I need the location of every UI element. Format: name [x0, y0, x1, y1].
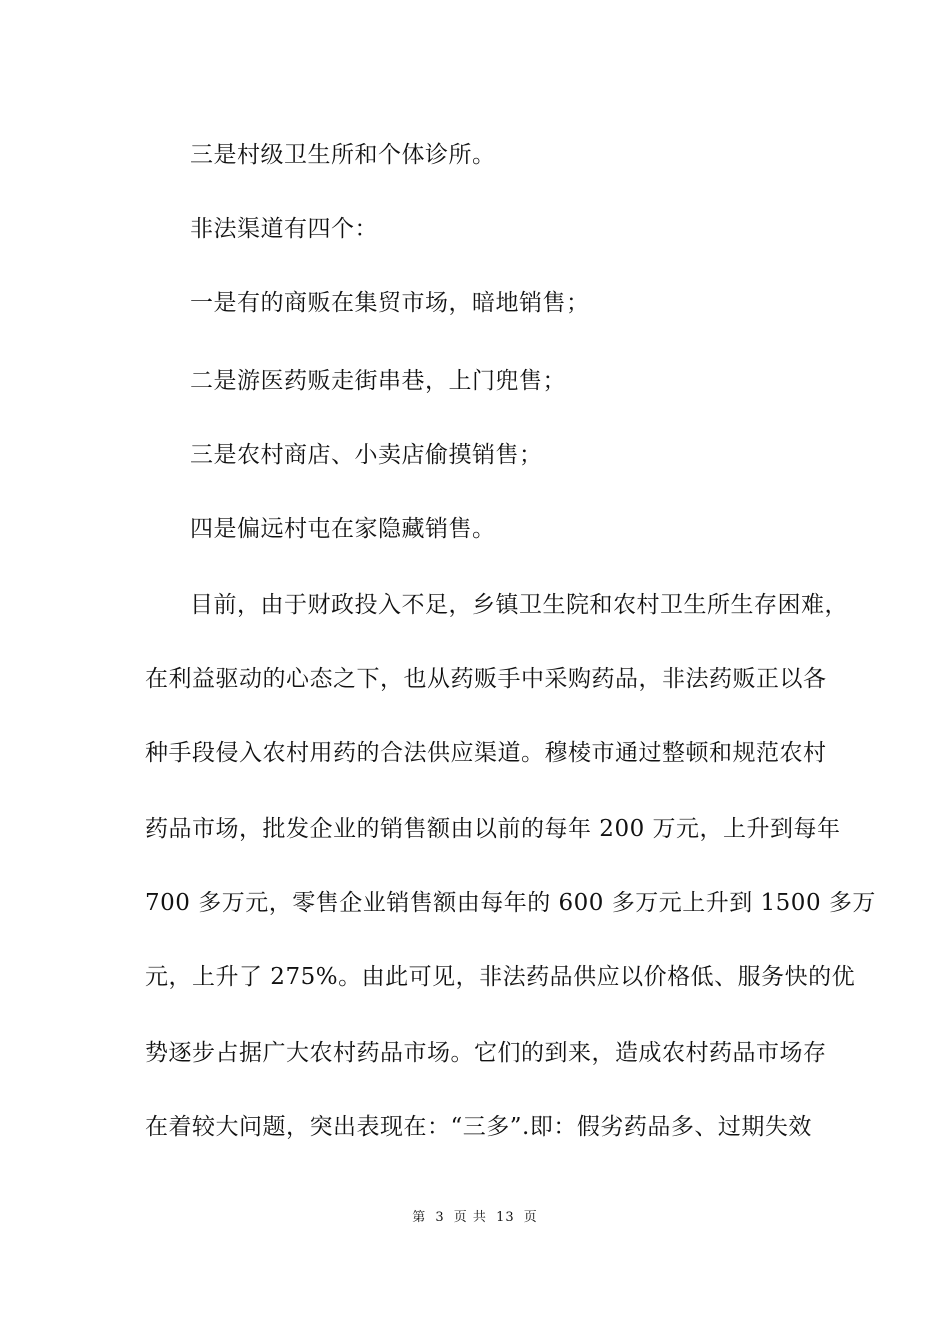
text-line: 药品市场，批发企业的销售额由以前的每年 200 万元，上升到每年	[145, 816, 841, 842]
text-line: 四是偏远村屯在家隐藏销售。	[190, 516, 496, 542]
text-line: 三是村级卫生所和个体诊所。	[190, 142, 496, 168]
text-line: 在着较大问题，突出表现在：“三多”.即：假劣药品多、过期失效	[145, 1114, 812, 1140]
text-line: 700 多万元，零售企业销售额由每年的 600 多万元上升到 1500 多万	[145, 890, 876, 916]
text-line: 元，上升了 275%。由此可见，非法药品供应以价格低、服务快的优	[145, 964, 856, 990]
page-footer	[0, 1208, 950, 1228]
text-line: 目前，由于财政投入不足，乡镇卫生院和农村卫生所生存困难，	[190, 592, 848, 618]
footer-prefix: 第	[412, 1210, 427, 1225]
text-line: 势逐步占据广大农村药品市场。它们的到来，造成农村药品市场存	[145, 1040, 827, 1066]
text-line: 在利益驱动的心态之下，也从药贩手中采购药品，非法药贩正以各	[145, 666, 827, 692]
text-line: 三是农村商店、小卖店偷摸销售；	[190, 442, 543, 468]
footer-total-pages: 13	[496, 1210, 515, 1225]
text-line: 非法渠道有四个：	[190, 216, 378, 242]
footer-current-page: 3	[435, 1210, 445, 1225]
footer-middle: 页 共	[453, 1210, 487, 1225]
text-line: 二是游医药贩走街串巷，上门兜售；	[190, 368, 566, 394]
text-line: 种手段侵入农村用药的合法供应渠道。穆棱市通过整顿和规范农村	[145, 740, 827, 766]
text-line: 一是有的商贩在集贸市场，暗地销售；	[190, 290, 590, 316]
footer-suffix: 页	[523, 1210, 538, 1225]
